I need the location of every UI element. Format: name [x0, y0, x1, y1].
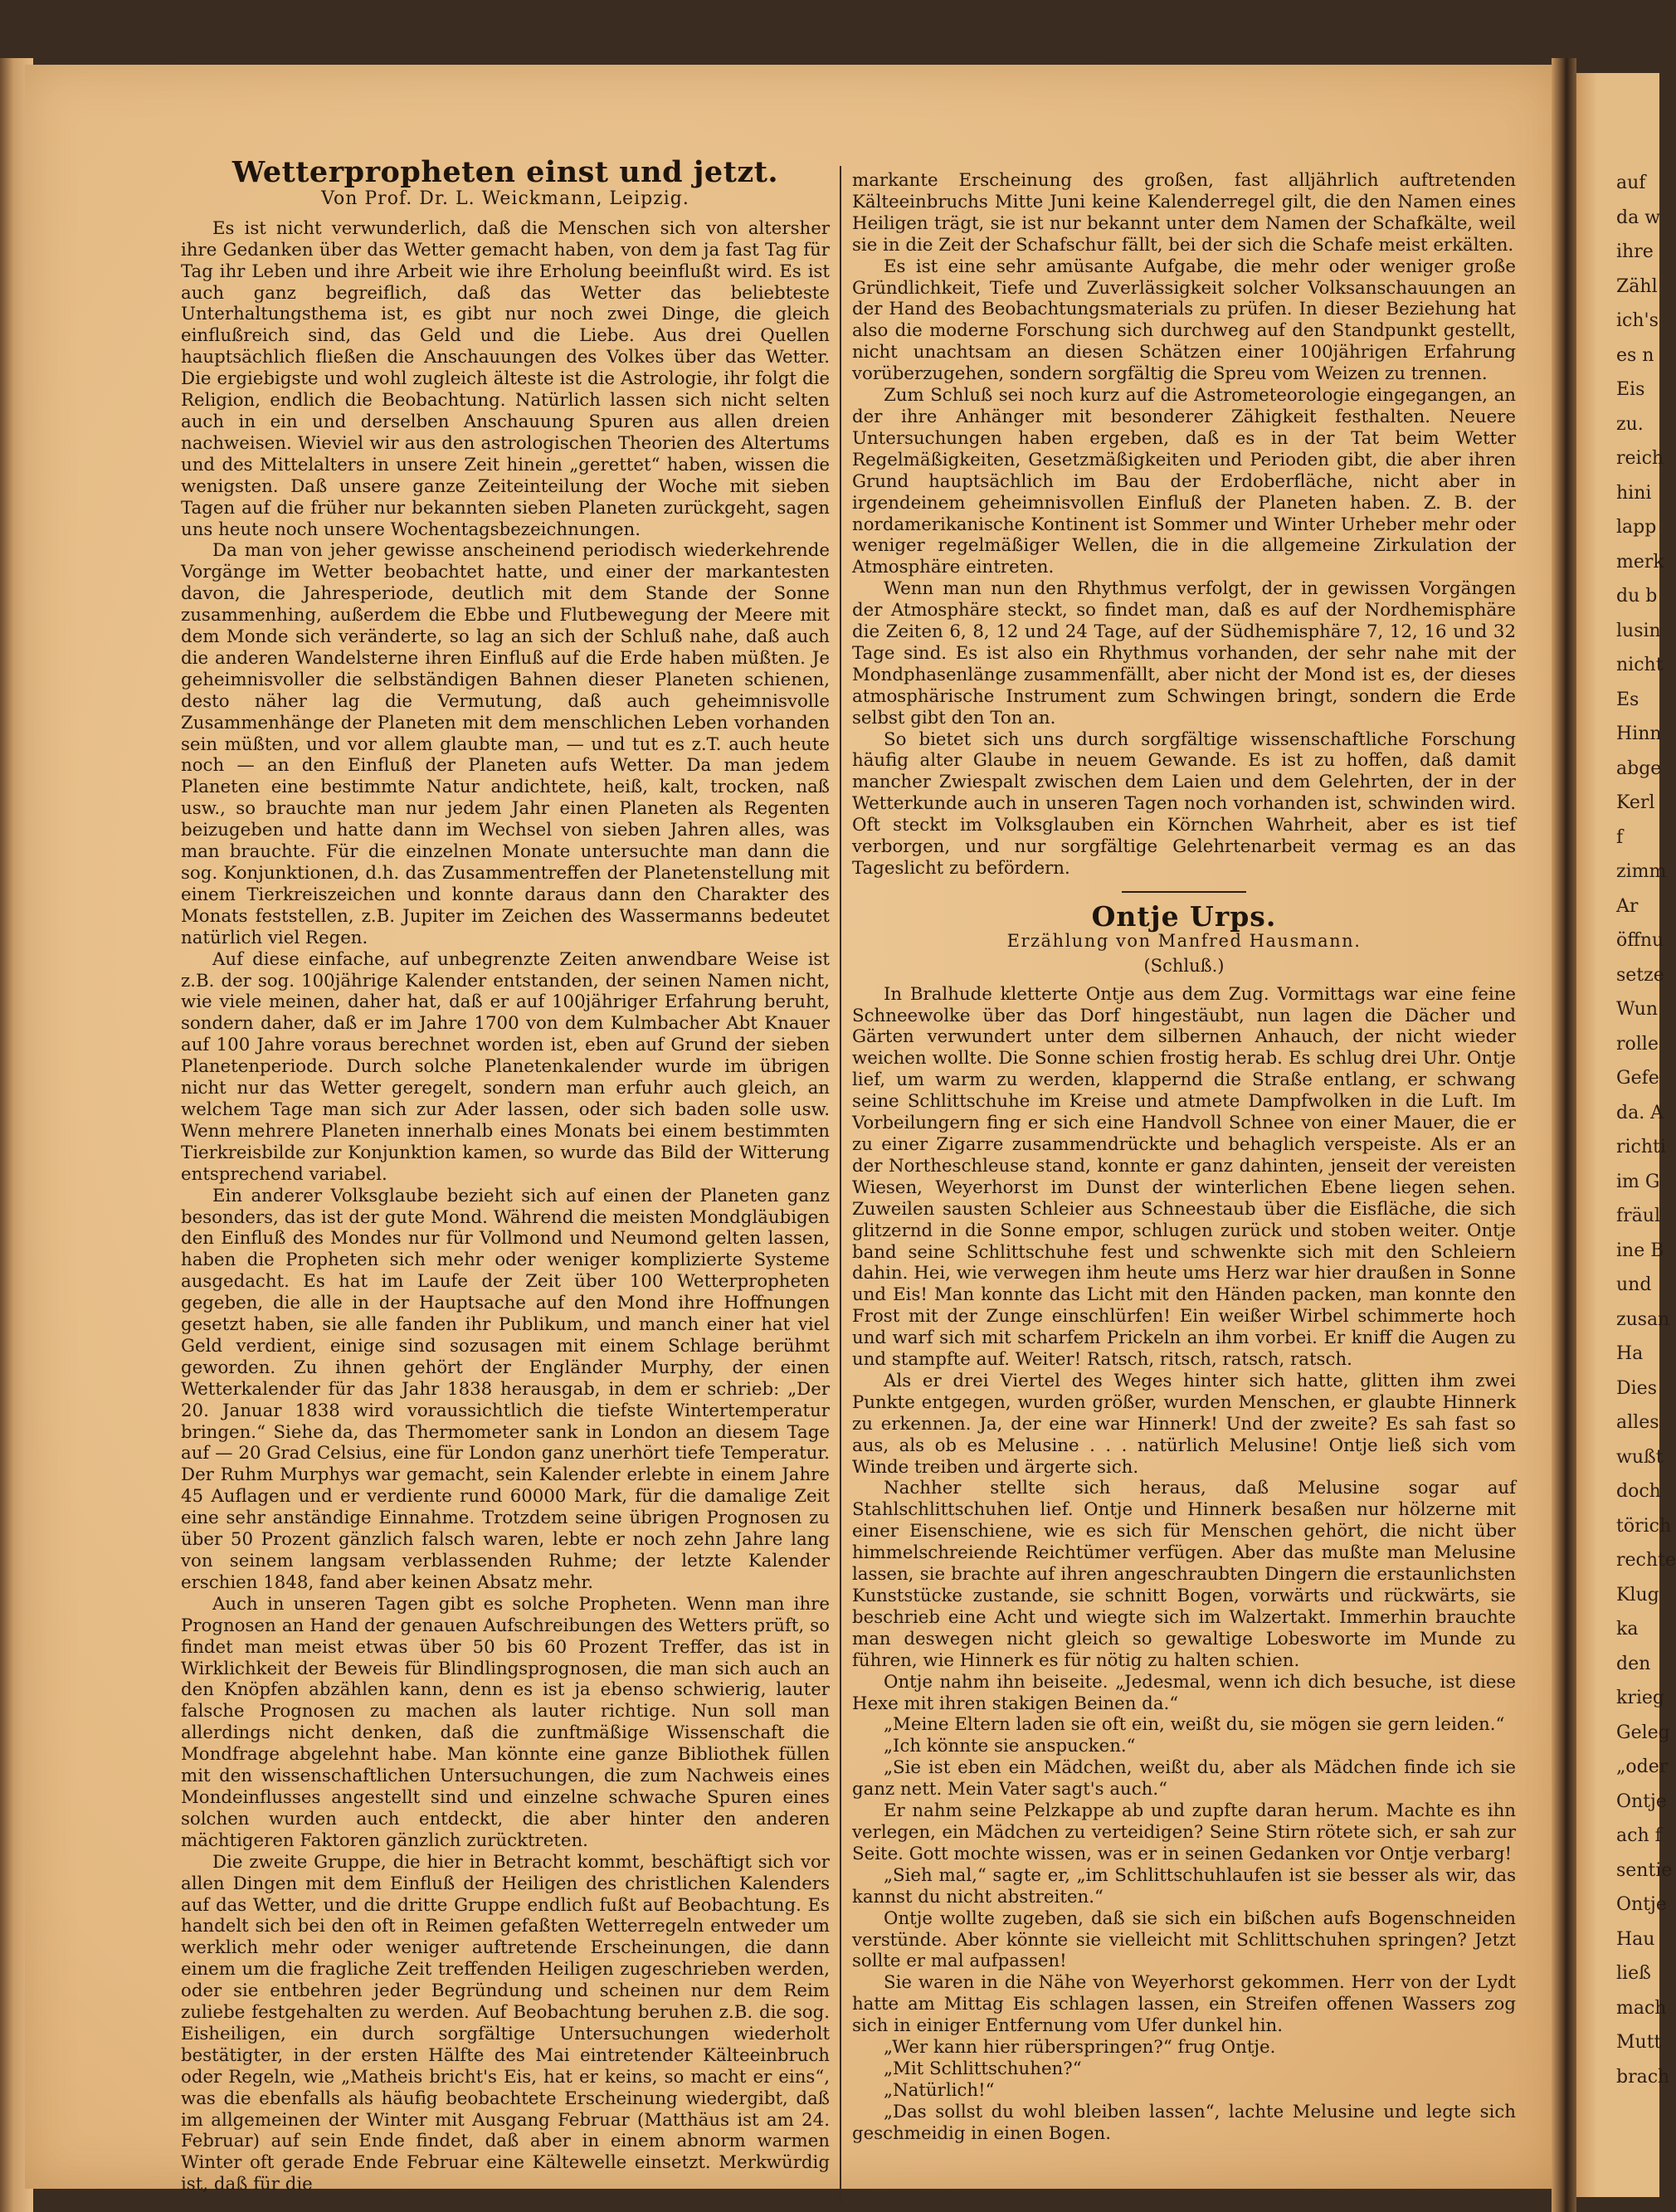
- story-author: Erzählung von Manfred Hausmann.: [1006, 930, 1362, 951]
- article-paragraph: Auch in unseren Tagen gibt es solche Propheten. Wenn man ihre Prognosen an Hand der genauen Aufschreibungen des Wetters prüft, so findet man meist etwas über 50 bis 60 Prozent Treffer, das ist in Wirklichkeit der Beweis für Blindlingsprognosen, die man sich auch an den Knöpfen abzählen kann, denn es ist ja ebenso schwierig, lauter falsche Prognosen zu machen als lauter richtige. Nun soll man allerdings nicht denken, daß die zunftmäßige Wissenschaft die Mondfrage abgelehnt habe. Man könnte eine ganze Bibliothek füllen mit den wissenschaftlichen Untersuchungen, die zum Nachweis eines Mondeinflusses angestellt sind und einzelne schwache Spuren eines solchen wurden auch entdeckt, die aber hinter den anderen mächtigeren Faktoren gänzlich zurücktreten.: [181, 1593, 830, 1851]
- adjacent-page-fragment: mach: [1616, 1997, 1667, 2019]
- adjacent-page-fragment: Gefe: [1616, 1068, 1659, 1089]
- adjacent-page-fragment: hini: [1616, 482, 1652, 504]
- adjacent-page-fragment: Ha: [1616, 1343, 1644, 1364]
- adjacent-page-fragment: Wun: [1616, 999, 1659, 1020]
- adjacent-page-fragment: ihre: [1616, 241, 1654, 262]
- adjacent-page-fragment: „oder: [1616, 1756, 1669, 1777]
- adjacent-page-fragment: öffnu: [1616, 930, 1664, 951]
- adjacent-page-fragment: Ontje: [1616, 1894, 1667, 1915]
- adjacent-page-fragment: Dies: [1616, 1377, 1657, 1399]
- adjacent-page-fragment: im G: [1616, 1171, 1660, 1192]
- adjacent-page-fragment: zimm: [1616, 861, 1667, 882]
- adjacent-page-fragment: auf: [1616, 173, 1646, 193]
- adjacent-page-fragment: törich: [1616, 1515, 1672, 1537]
- adjacent-page-fragment: da w: [1616, 207, 1661, 228]
- story-body: [852, 984, 1516, 2145]
- story-part-note: (Schluß.): [1143, 955, 1225, 976]
- adjacent-page-fragment: Zähl: [1616, 275, 1658, 297]
- article-byline: Von Prof. Dr. L. Weickmann, Leipzig.: [321, 188, 689, 209]
- adjacent-page-fragment: ach f: [1616, 1825, 1662, 1846]
- adjacent-page-fragment: ließ: [1616, 1963, 1651, 1984]
- story-paragraph: Ontje wollte zugeben, daß sie sich ein bißchen aufs Bogenschneiden verstünde. Aber könnte sie vielleicht mit Schlittschuhen springen? Jetzt sollte er mal aufpassen!: [852, 1907, 1516, 1972]
- story-paragraph: Ontje nahm ihn beiseite. „Jedesmal, wenn ich dich besuche, ist diese Hexe mit ihren stakigen Beinen da.“: [852, 1671, 1516, 1714]
- column-divider: [840, 166, 841, 2203]
- story-paragraph: „Natürlich!“: [884, 2079, 995, 2101]
- adjacent-page-fragment: richti: [1616, 1137, 1666, 1157]
- article-column: [181, 155, 830, 2195]
- article-continuation-paragraph: markante Erscheinung des großen, fast alljährlich auftretenden Kälteeinbruchs Mitte Juni keine Kalenderregel gilt, die den Namen eines Heiligen trägt, sie ist nur bekannt unter dem Namen der Schafkälte, weil sie in die Zeit der Schafschur fällt, bei der sich die Schafe meist erkälten.: [852, 170, 1516, 256]
- adjacent-page-fragment: wußt: [1616, 1446, 1664, 1468]
- adjacent-page-fragment: sentie: [1616, 1859, 1673, 1881]
- article-paragraph: Da man von jeher gewisse anscheinend periodisch wiederkehrende Vorgänge im Wetter beobachtet hatte, und einer der markantesten davon, die Jahresperiode, deutlich mit dem Stande der Sonne zusammenhing, außerdem die Ebbe und Flutbewegung der Meere mit dem Monde sich veränderte, so lag an sich der Schluß nahe, daß auch die anderen Wandelsterne ihren Einfluß auf die Erde haben müßten. Je geheimnisvoller die selbständigen Bahnen dieser Planeten schienen, desto näher lag die Vermutung, daß auch geheimnisvolle Zusammenhänge der Planeten mit dem menschlichen Leben vorhanden sein müßten, und vor allem glaubte man, — und tut es z.T. auch heute noch — an den Einfluß der Planeten aufs Wetter. Da man jedem Planeten eine bestimmte Natur andichtete, heiß, kalt, trocken, naß usw., so brauchte man nur jedem Jahr einen Planeten als Regenten beizugeben und hatte dann im Wechsel von sieben Jahren alles, was man brauchte. Für die einzelnen Monate untersuchte man dann die sog. Konjunktionen, d.h. das Zusammentreffen der Planetenstellung mit einem Tierkreiszeichen und konnte daraus dann den Charakter des Monats feststellen, z.B. Jupiter im Zeichen des Wassermanns bedeutet natürlich viel Regen.: [181, 540, 830, 948]
- adjacent-page-fragment: fräul: [1616, 1206, 1660, 1226]
- story-paragraph: „Sieh mal,“ sagte er, „im Schlittschuhlaufen ist sie besser als wir, das kannst du nicht abstreiten.“: [852, 1864, 1516, 1907]
- article-title: Wetterpropheten einst und jetzt.: [231, 155, 779, 189]
- adjacent-page-fragment: und: [1616, 1274, 1652, 1295]
- story-paragraph: Nachher stellte sich heraus, daß Melusine sogar auf Stahlschlittschuhen lief. Ontje und Hinnerk besaßen nur hölzerne mit einer Eisenschiene, wie es sich für Menschen gehört, die nicht über himmelschreiende Reichtümer verfügen. Aber das mußte man Melusine lassen, sie brachte auf ihren angeschraubten Dingern die erstaunlichsten Kunststücke zustande, sie schnitt Bogen, vorwärts und rückwärts, sie beschrieb eine Acht und wiegte sich im Walzertakt. Immerhin brauchte man deswegen nicht gleich so gewaltige Lobesworte im Munde zu führen, wie Hinnerk es für nötig zu halten schien.: [852, 1478, 1516, 1671]
- story-title: Ontje Urps.: [1091, 899, 1277, 933]
- adjacent-page-fragment: den: [1616, 1653, 1651, 1674]
- adjacent-page-fragment: lapp: [1616, 517, 1657, 538]
- adjacent-page-fragment: krieg: [1616, 1688, 1664, 1708]
- story-paragraph: In Bralhude kletterte Ontje aus dem Zug. Vormittags war eine feine Schneewolke über das Dorf hingestäubt, nun lagen die Dächer und Gärten verwundert unter dem silbernen Anhauch, der nicht wieder weichen wollte. Die Sonne schien frostig herab. Es schlug drei Uhr. Ontje lief, um warm zu werden, klappernd die Straße entlang, er schwang seine Schlittschuhe im Kreise und atmete Dampfwolken in die Luft. Im Vorbeilungern fing er sich eine Handvoll Schnee von einer Mauer, die er zu einer Zigarre zusammendrückte und behaglich verspeiste. Als er an der Northeschleuse stand, konnte er ganz dahinten, jenseit der vereisten Wiesen, Weyerhorst im Dunst der winterlichen Ebene liegen sehen. Zuweilen sausten Schleier aus Schneestaub über die Eisfläche, die sich glitzernd in die Sonne empor, schlugen zurück und stoben weiter. Ontje band seine Schlittschuhe fest und schwenkte sich mit den Schleiern dahin. Hei, wie verwegen ihm heute ums Herz war hier draußen in Sonne und Eis! Man konnte das Licht mit den Händen packen, man konnte den Frost mit der Zunge einschlürfen! Ein weißer Wirbel schimmerte hoch und warf sich mit scharfem Prickeln an ihm vorbei. Er kniff die Augen zu und stampfte auf. Weiter! Ratsch, ritsch, ratsch, ratsch.: [852, 983, 1516, 1371]
- adjacent-page-fragment: Ontje: [1616, 1791, 1667, 1812]
- adjacent-page-fragment: Klug: [1616, 1584, 1659, 1605]
- story-paragraph: „Mit Schlittschuhen?“: [884, 2058, 1082, 2079]
- adjacent-page-fragment: lusin: [1616, 620, 1661, 641]
- adjacent-page-fragment: zu.: [1616, 413, 1644, 435]
- adjacent-page-edge: [1576, 73, 1676, 2197]
- adjacent-page-fragment: merk: [1616, 551, 1664, 572]
- adjacent-page-fragment: setze: [1616, 964, 1664, 986]
- article-paragraph: Auf diese einfache, auf unbegrenzte Zeiten anwendbare Weise ist z.B. der sog. 100jährige Kalender entstanden, der seinen Namen nicht, wie viele meinen, daher hat, daß er auf 100jähriger Erfahrung beruht, sondern daher, daß er im Jahre 1700 von dem Kulmbacher Abt Knauer auf 100 Jahre voraus berechnet worden ist, eben auf Grund der sieben Planetenperiode. Durch solche Planetenkalender wurde im übrigen nicht nur das Wetter geregelt, sondern man erfuhr auch gleich, an welchem Tage man sich zur Ader lassen, oder sich baden solle usw. Wenn mehrere Planeten innerhalb eines Monats bei einem bestimmten Tierkreisbilde zur Konjunktion kamen, so wurde das Bild der Witterung entsprechend variabel.: [181, 948, 830, 1185]
- adjacent-page-fragment: reich: [1616, 448, 1664, 469]
- story-paragraph: „Ich könnte sie anspucken.“: [884, 1736, 1136, 1757]
- adjacent-page-fragment: Hinn: [1616, 724, 1662, 744]
- adjacent-page-fragment: alles: [1616, 1412, 1659, 1433]
- story-paragraph: „Sie ist eben ein Mädchen, weißt du, aber als Mädchen finde ich sie ganz nett. Mein Vater sagt's auch.“: [852, 1757, 1516, 1800]
- adjacent-page-fragment: nicht: [1616, 655, 1664, 675]
- article-continuation-paragraph: Es ist eine sehr amüsante Aufgabe, die mehr oder weniger große Gründlichkeit, Tiefe und Zuverlässigkeit solcher Volksanschauungen an der Hand des Beobachtungsmaterials zu prüfen. In dieser Beziehung hat also die moderne Forschung sich durchweg auf den Standpunkt gestellt, nicht unachtsam an diesen Schätzen einer 100jährigen Erfahrung vorüberzugehen, sondern sorgfältig die Spreu vom Weizen zu trennen.: [852, 256, 1516, 385]
- story-paragraph: Als er drei Viertel des Weges hinter sich hatte, glitten ihm zwei Punkte entgegen, wurden größer, wurden Menschen, er glaubte Hinnerk zu erkennen. Ja, der eine war Hinnerk! Und der zweite? Es sah fast so aus, als ob es Melusine . . . natürlich Melusine! Ontje ließ sich vom Winde treiben und ärgerte sich.: [852, 1370, 1516, 1478]
- adjacent-page-fragment: Es: [1616, 689, 1639, 710]
- adjacent-page-fragment: abge: [1616, 758, 1662, 779]
- adjacent-page-fragment: f: [1616, 826, 1624, 848]
- article-paragraph: Die zweite Gruppe, die hier in Betracht kommt, beschäftigt sich vor allen Dingen mit dem Einfluß der Heiligen des christlichen Kalenders auf das Wetter, und die dritte Gruppe endlich fußt auf Beobachtung. Es handelt sich bei den oft in Reimen gefaßten Wetterregeln entweder um werklich mehr oder weniger auftretende Erscheinungen, die dann einem um die fragliche Zeit treffenden Heiligen zugeschrieben werden, oder sie entbehren jeder Begründung und scheinen nur dem Reim zuliebe festgehalten zu werden. Auf Beobachtung beruhen z.B. die sog. Eisheiligen, ein durch sorgfältige Untersuchungen wiederholt bestätigter, in der ersten Hälfte des Mai eintretender Kälteeinbruch oder Regeln, wie „Matheis bricht's Eis, hat er keins, so macht er eins“, was die ebenfalls als häufig beobachtete Erscheinung wiedergibt, daß im allgemeinen der Winter mit Ausgang Februar (Matthäus ist am 24. Februar) auf sein Ende findet, daß aber in einem abnorm warmen Winter oft gerade Ende Februar eine Kältewelle einsetzt. Merkwürdig ist, daß für die: [181, 1851, 830, 2195]
- adjacent-page-fragment: du b: [1616, 586, 1658, 607]
- right-column: [852, 170, 1516, 2145]
- adjacent-page-fragment: Ar: [1616, 895, 1639, 917]
- article-continuation-paragraph: So bietet sich uns durch sorgfältige wissenschaftliche Forschung häufig alter Glaube in neuem Gewande. Es ist zu hoffen, daß damit mancher Zwiespalt zwischen dem Laien und dem Gelehrten, der in der Wetterkunde auch in unseren Tagen noch vorhanden ist, schwinden wird. Oft steckt im Volksglauben ein Körnchen Wahrheit, aber es ist tief verborgen, und nur sorgfältige Gelehrtenarbeit vermag es an das Tageslicht zu befördern.: [852, 728, 1516, 879]
- adjacent-page-fragment: rolle: [1616, 1033, 1659, 1055]
- adjacent-page-fragment: Eis: [1616, 379, 1645, 400]
- story-paragraph: Er nahm seine Pelzkappe ab und zupfte daran herum. Machte es ihn verlegen, ein Mädchen zu verteidigen? Seine Stirn rötete sich, er sah zur Seite. Gott mochte wissen, was er in seinen Gedanken vor Ontje verbarg!: [852, 1800, 1516, 1864]
- adjacent-page-fragment: Geleg: [1616, 1722, 1670, 1743]
- adjacent-page-fragment: brach: [1616, 2066, 1670, 2088]
- adjacent-page-fragment: da. A: [1616, 1102, 1664, 1123]
- section-rule: [1122, 891, 1246, 893]
- adjacent-page-fragment: Hau: [1616, 1928, 1655, 1950]
- story-paragraph: „Meine Eltern laden sie oft ein, weißt du, sie mögen sie gern leiden.“: [884, 1714, 1505, 1736]
- adjacent-page-fragment: zusan: [1616, 1308, 1670, 1330]
- adjacent-page-fragment: es n: [1616, 344, 1654, 366]
- book-gutter: [1552, 58, 1576, 2212]
- adjacent-page-fragment: ich's: [1616, 310, 1659, 331]
- adjacent-page-fragment: Mutt: [1616, 2032, 1662, 2053]
- article-paragraph: Ein anderer Volksglaube bezieht sich auf einen der Planeten ganz besonders, das ist der gute Mond. Während die meisten Mondgläubigen den Einfluß des Mondes nur für Vollmond und Neumond gelten lassen, haben die Propheten sich mehr oder weniger komplizierte Systeme ausgedacht. Es hat im Laufe der Zeit über 100 Wetterpropheten gegeben, die alle in der Hauptsache auf den Mond ihre Hoffnungen gesetzt haben, sie alle fanden ihr Publikum, und manch einer hat viel Geld verdient, einige sind sozusagen mit einem Schlage berühmt geworden. Zu ihnen gehört der Engländer Murphy, der einen Wetterkalender für das Jahr 1838 herausgab, in dem er schrieb: „Der 20. Januar 1838 wird voraussichtlich die tiefste Wintertemperatur bringen.“ Siehe da, das Thermometer sank in London an diesem Tage auf — 20 Grad Celsius, eine für London ganz unerhört tiefe Temperatur. Der Ruhm Murphys war gemacht, sein Kalender erlebte in einem Jahre 45 Auflagen und er verdiente rund 60000 Mark, für die damalige Zeit eine sehr anständige Einnahme. Trotzdem seine übrigen Prognosen zu über 50 Prozent gänzlich falsch waren, lebte er noch zehn Jahre lang von seinem langsam verblassenden Ruhme; der letzte Kalender erschien 1848, fand aber keinen Absatz mehr.: [181, 1185, 830, 1593]
- story-paragraph: Sie waren in die Nähe von Weyerhorst gekommen. Herr von der Lydt hatte am Mittag Eis schlagen lassen, ein Streifen offenen Wassers zog sich in einiger Entfernung vom Ufer dunkel hin.: [852, 1972, 1516, 2037]
- story-paragraph: „Wer kann hier rüberspringen?“ frug Ontje.: [884, 2037, 1276, 2059]
- adjacent-page-fragment: ka: [1616, 1619, 1639, 1640]
- article-paragraph: Es ist nicht verwunderlich, daß die Menschen sich von altersher ihre Gedanken über das Wetter gemacht haben, von dem ja fast Tag für Tag ihr Leben und ihre Arbeit wie ihre Erholung beeinflußt wird. Es ist auch ganz begreiflich, daß das Wetter das beliebteste Unterhaltungsthema ist, es gibt nur noch zwei Dinge, die gleich einflußreich sind, das Geld und die Liebe. Aus drei Quellen hauptsächlich fließen die Anschauungen des Volkes über das Wetter. Die ergiebigste und wohl zugleich älteste ist die Astrologie, ihr folgt die Religion, endlich die Beobachtung. Natürlich lassen sich nicht selten auch in ein und derselben Anschauung Spuren aus allen dreien nachweisen. Wieviel wir aus den astrologischen Theorien des Altertums und des Mittelalters in unsere Zeit hinein „gerettet“ haben, wissen die wenigsten. Daß unsere ganze Zeiteinteilung der Woche mit sieben Tagen auf die früher nur bekannten sieben Planeten zurückgeht, sagen uns heute noch unsere Wochentagsbezeichnungen.: [181, 217, 830, 540]
- adjacent-page-fragment: Kerl: [1616, 792, 1655, 813]
- adjacent-page-fragment: rechte: [1616, 1550, 1676, 1571]
- article-continuation-paragraph: Wenn man nun den Rhythmus verfolgt, der in gewissen Vorgängen der Atmosphäre steckt, so findet man, daß es auf der Nordhemisphäre die Zeiten 6, 8, 12 und 24 Tage, auf der Südhemisphäre 7, 12, 16 und 32 Tage sind. Es ist also ein Rhythmus vorhanden, der sehr nahe mit der Mondphasenlänge zusammenfällt, aber nicht der Mond ist es, der dieses atmosphärische Instrument zum Schwingen bringt, sondern die Erde selbst gibt den Ton an.: [852, 578, 1516, 728]
- story-paragraph: „Das sollst du wohl bleiben lassen“, lachte Melusine und legte sich geschmeidig in einen Bogen.: [852, 2101, 1516, 2144]
- article-continuation-paragraph: Zum Schluß sei noch kurz auf die Astrometeorologie eingegangen, an der ihre Anhänger mit besonderer Zähigkeit festhalten. Neuere Untersuchungen haben ergeben, daß es in der Tat beim Wetter Regelmäßigkeiten, Gesetzmäßigkeiten und Perioden gibt, die aber ihren Grund hauptsächlich im Bau der Erdoberfläche, nicht aber in irgendeinem geheimnisvollen Einfluß der Planeten haben. Z. B. der nordamerikanische Kontinent ist Sommer und Winter Urheber mehr oder weniger regelmäßiger Wellen, die in die allgemeine Zirkulation der Atmosphäre eintreten.: [852, 385, 1516, 578]
- adjacent-page-fragment: ine B: [1616, 1240, 1664, 1261]
- adjacent-page-fragment: doch: [1616, 1481, 1661, 1502]
